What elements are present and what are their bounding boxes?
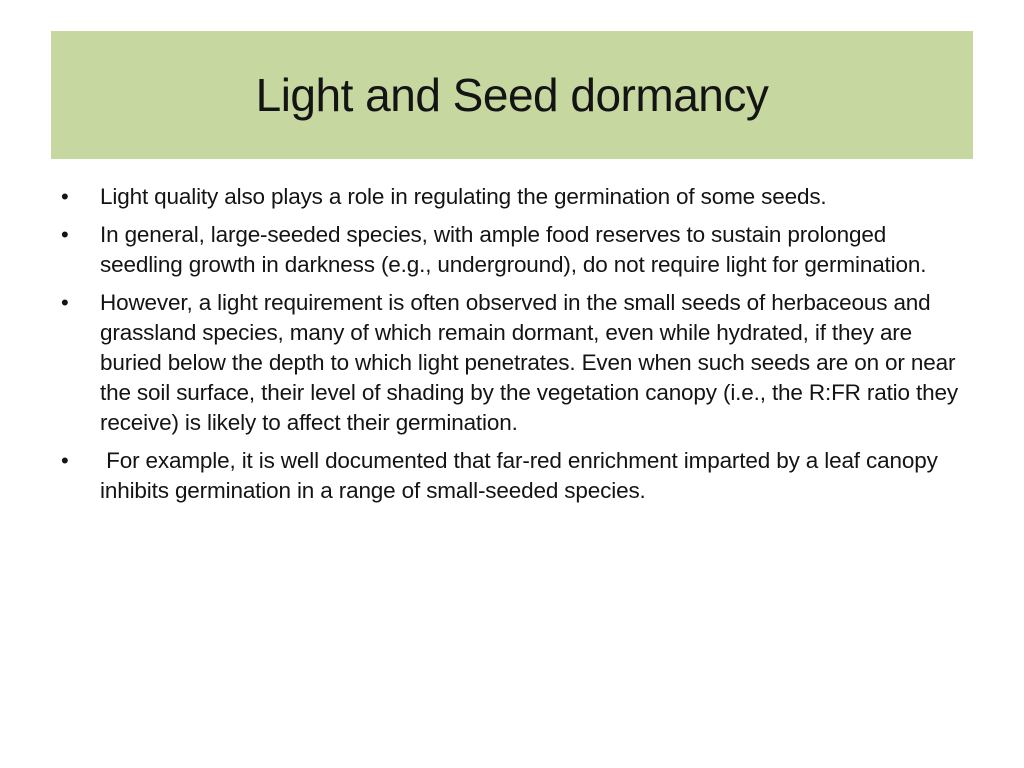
bullet-text: For example, it is well documented that far-red enrichment imparted by a leaf canopy inhibits germination in a range of small-seeded species. <box>100 448 944 503</box>
bullet-icon: • <box>61 290 69 315</box>
bullet-item <box>55 220 970 280</box>
bullet-text: However, a light requirement is often observed in the small seeds of herbaceous and grassland species, many of which remain dormant, even while hydrated, if they are buried below the depth to which light penetrates. Even when such seeds are on or near the soil surface, their level of shading by the vegetation canopy (i.e., the R:FR ratio they receive) is likely to affect their germination. <box>100 290 958 435</box>
bullet-text: In general, large-seeded species, with ample food reserves to sustain prolonged seedling growth in darkness (e.g., underground), do not require light for germination. <box>100 222 927 277</box>
title-banner <box>51 31 973 159</box>
bullet-icon: • <box>61 222 69 247</box>
bullet-text: Light quality also plays a role in regulating the germination of some seeds. <box>100 184 827 209</box>
bullet-item <box>55 288 970 438</box>
bullet-item <box>55 182 970 212</box>
slide-title: Light and Seed dormancy <box>255 69 769 121</box>
bullet-list <box>55 182 970 514</box>
bullet-icon: • <box>61 448 69 473</box>
bullet-icon: • <box>61 184 69 209</box>
bullet-item <box>55 446 970 506</box>
